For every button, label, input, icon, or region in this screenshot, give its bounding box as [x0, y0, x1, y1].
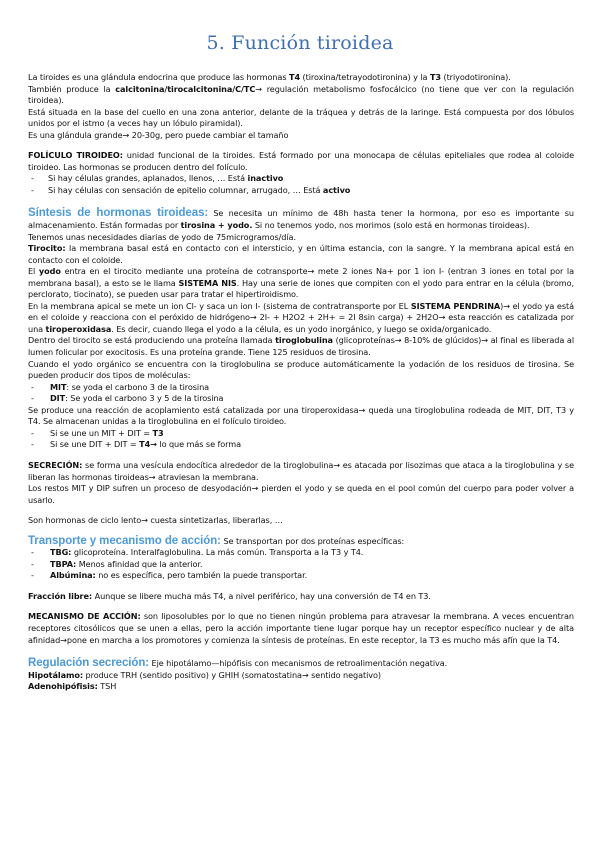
list-item — [28, 570, 574, 582]
bold-term: MIT — [50, 381, 67, 392]
hipotalamo-paragraph — [28, 670, 574, 682]
bold-term: tirosina + yodo. — [180, 220, 253, 231]
intro-paragraph-1 — [28, 72, 574, 84]
section-heading-transporte: Transporte y mecanismo de acción: — [28, 534, 221, 547]
foliculo-list — [28, 173, 574, 196]
intro-paragraph-2 — [28, 84, 574, 107]
text-span: Si se une DIT + DIT = — [50, 439, 140, 450]
text-span: (triyodotironina). — [440, 72, 511, 82]
text-span: Si hay células grandes, aplanados, llenos, … Está — [48, 173, 248, 184]
bold-term: TBPA: — [50, 558, 77, 569]
bold-term: T3 — [152, 427, 164, 438]
text-span: Aunque se libere mucha más T4, a nivel periférico, hay una conversión de T4 en T3. — [92, 590, 431, 601]
text-span: no es específica, pero también la puede transportar. — [95, 570, 308, 581]
text-span: Si no tenemos yodo, nos morimos (solo está en hormonas tiroideas). — [252, 220, 530, 231]
page-title: 5. Función tiroidea — [206, 32, 394, 54]
text-span: Dentro del tirocito se está produciendo una proteína llamada — [28, 335, 276, 346]
bold-term: TBG: — [50, 547, 72, 558]
intro-paragraph-3: Está situada en la base del cuello en una zona anterior, delante de la tráquea y detrás de la laringe. Está compuesta por dos lóbulos unidos por el istmo (a veces hay un lóbulo piramidal). — [28, 106, 574, 129]
text-span: produce TRH (sentido positivo) y GHIH (somatostatina→ sentido negativo) — [83, 669, 381, 680]
list-item — [28, 439, 574, 451]
list-item — [28, 428, 574, 440]
foliculo-paragraph — [28, 150, 574, 173]
bold-term: activo — [322, 184, 351, 195]
mecanismo-paragraph — [28, 611, 574, 646]
secrecion-paragraph — [28, 460, 574, 483]
bold-label: Fracción libre: — [28, 590, 93, 601]
transport-protein-list — [28, 547, 574, 582]
list-item — [28, 559, 574, 571]
combination-list — [28, 428, 574, 451]
text-span: la membrana basal está en contacto con el intersticio, y en última estancia, con la sangre. Y la membrana apical está en contacto con el coloide. — [28, 243, 574, 265]
text-span: entra en el tirocito mediante una proteína de cotransporte→ mete 2 iones Na+ por 1 ion I- (entran 3 iones en total por la membrana basal), a esto se le llama — [28, 266, 574, 288]
tiroglobulina-paragraph — [28, 335, 574, 358]
text-span: son liposolubles por lo que no tienen ningún problema para atravesar la membrana. A veces encuentran receptores citosólicos que se unen a ellas, pero la acción importante tiene lugar porque hay un receptor específico nuclear y de alta afinidad→pone en marcha a los promotores y comienza la síntesis de proteínas. En este receptor, la T3 es mucho más afín que la T4. — [28, 611, 574, 645]
bold-label: Hipotálamo: — [28, 669, 84, 680]
molecule-list — [28, 382, 574, 405]
section-heading-sintesis: Síntesis de hormonas tiroideas: — [28, 207, 209, 220]
list-item — [28, 547, 574, 559]
text-span: lo que más se forma — [156, 439, 242, 450]
text-span: También produce la — [28, 83, 116, 94]
regulacion-paragraph — [28, 658, 574, 670]
text-span: )→ el yodo ya está en el coloide y reacciona con el peróxido de hidrógeno→ 2I- + H2O2 + 2H+ = 2I 8sin carga) + 2H2O→ esta reacción es catalizada por una — [28, 300, 575, 334]
intro-paragraph-4: Es una glándula grande→ 20-30g, pero puede cambiar el tamaño — [28, 129, 289, 140]
text-span: TSH — [97, 681, 117, 692]
list-item — [28, 185, 574, 197]
text-span: Si se une un MIT + DIT = — [50, 427, 153, 438]
list-item — [28, 393, 574, 405]
document-body — [28, 72, 574, 693]
transporte-paragraph — [28, 536, 574, 548]
yodo-paragraph — [28, 266, 574, 301]
bold-term-calcitonina: calcitonina/tirocalcitonina/C/TC — [115, 83, 256, 94]
bold-term: DIT — [50, 393, 66, 404]
bold-term: tiroglobulina — [275, 335, 333, 346]
text-span: . Hay una serie de iones que compiten con el yodo para entrar en la célula (bromo, perclorato, tiocinato), se pueden usar para tratar el hipertiroidismo. — [28, 277, 574, 300]
ciclo-lento-paragraph: Son hormonas de ciclo lento→ cuesta sintetizarlas, liberarlas, … — [28, 515, 283, 526]
text-span: se forma una vesícula endocítica alrededor de la tiroglobulina→ es atacada por lisozimas que ataca a la tiroglobulina y se liberan las hormonas tiroideas→ atraviesan la membrana. — [28, 459, 574, 482]
bold-term: SISTEMA NIS — [178, 277, 237, 288]
bold-term: SISTEMA PENDRINA — [410, 300, 501, 311]
sintesis-paragraph-2: Tenemos unas necesidades diarias de yodo de 75microgramos/día. — [28, 231, 296, 242]
text-span: unidad funcional de la tiroides. Está formado por una monocapa de células epiteliales que rodea al coloide tiroideo. Las hormonas se producen dentro del folículo. — [28, 150, 574, 172]
list-item — [28, 382, 574, 394]
bold-term-t4: T4 — [289, 72, 301, 82]
text-span: En la membrana apical se mete un ion Cl- y saca un ion I- (sistema de contratransporte por EL — [28, 300, 411, 311]
bold-label: FOLÍCULO TIROIDEO: — [28, 150, 123, 161]
yodacion-paragraph: Cuando el yodo orgánico se encuentra con la tiroglobulina se produce automáticamente la yodación de los residuos de tirosina. Se pueden producir dos tipos de moléculas: — [28, 358, 574, 381]
text-span: Se transportan por dos proteínas específicas: — [220, 535, 405, 546]
adenohipofisis-paragraph — [28, 681, 574, 693]
bold-term-t3: T3 — [429, 72, 441, 82]
sintesis-paragraph-1 — [28, 208, 574, 231]
text-span: : se yoda el carbono 3 de la tirosina — [66, 381, 210, 392]
bold-label: Tirocito: — [28, 243, 66, 254]
text-span: La tiroides es una glándula endocrina que produce las hormonas — [28, 72, 289, 82]
text-span: Menos afinidad que la anterior. — [76, 558, 203, 569]
section-heading-regulacion: Regulación secreción: — [28, 657, 150, 670]
text-span: (glicoproteínas→ 8-10% de glúcidos)→ al final es liberada al lumen folicular por exocitosis. Es una proteína grande. Tiene 125 residuos de tirosina. — [28, 335, 574, 358]
acoplamiento-paragraph: Se produce una reacción de acoplamiento está catalizada por una tiroperoxidasa→ queda una tiroglobulina rodeada de MIT, DIT, T3 y T4. Se almacenan unidas a la tiroglobulina en el folículo tiroideo. — [28, 404, 574, 427]
text-span: → regulación metabolismo fosfocálcico (no tiene que ver con la regulación tiroidea). — [28, 83, 575, 106]
bold-term: inactivo — [247, 173, 284, 184]
text-span: El — [28, 266, 39, 277]
text-span: Eje hipotálamo—hipófisis con mecanismos de retroalimentación negativa. — [149, 658, 448, 669]
bold-label: Adenohipófisis: — [28, 681, 98, 692]
desyodacion-paragraph: Los restos MIT y DIP sufren un proceso de desyodación→ pierden el yodo y se queda en el pool común del cuerpo para poder volver a usarlo. — [28, 483, 574, 505]
text-span: Se necesita un mínimo de 48h hasta tener la hormona, por eso es importante su almacenamiento. Están formadas por — [28, 208, 574, 231]
text-span: . Es decir, cuando llega el yodo a la célula, es un yodo inorgánico, y luego se oxida/organicado. — [111, 323, 492, 334]
tirocito-paragraph — [28, 243, 574, 266]
bold-term: Albúmina: — [50, 570, 96, 581]
text-span: glicoproteína. Interalfaglobulina. La más común. Transporta a la T3 y T4. — [71, 547, 364, 558]
bold-label: SECRECIÓN: — [28, 459, 83, 470]
bold-label: MECANISMO DE ACCIÓN: — [28, 611, 141, 622]
pendrina-paragraph — [28, 301, 574, 336]
bold-term: T4→ — [139, 439, 157, 450]
bold-term: yodo — [38, 266, 61, 277]
fraccion-libre-paragraph — [28, 591, 574, 603]
text-span: : Se yoda el carbono 3 y 5 de la tirosina — [65, 393, 224, 404]
bold-term: tiroperoxidasa — [45, 323, 112, 334]
text-span: (tiroxina/tetrayodotironina) y la — [300, 72, 430, 82]
list-item — [28, 173, 574, 185]
text-span: Si hay células con sensación de epitelio columnar, arrugado, … Está — [48, 184, 323, 195]
